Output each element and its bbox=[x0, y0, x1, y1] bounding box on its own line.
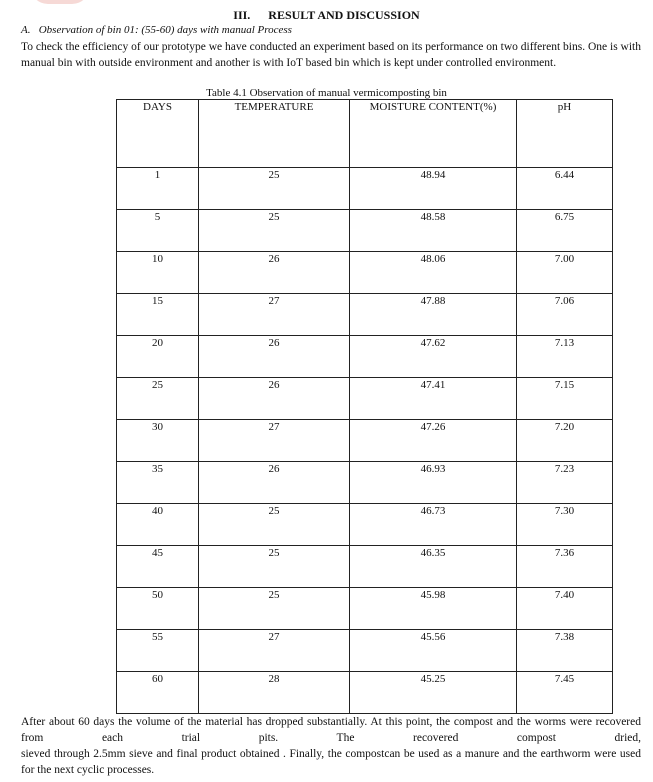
cell-days: 5 bbox=[117, 210, 199, 252]
cell-days: 40 bbox=[117, 504, 199, 546]
table-row bbox=[117, 546, 613, 588]
cell-days: 25 bbox=[117, 378, 199, 420]
cell-ph: 7.38 bbox=[517, 630, 613, 672]
cell-moisture: 48.06 bbox=[350, 252, 517, 294]
header-ph: pH bbox=[517, 100, 613, 168]
cell-ph: 7.40 bbox=[517, 588, 613, 630]
cell-days: 20 bbox=[117, 336, 199, 378]
cell-temperature: 25 bbox=[199, 168, 350, 210]
table-row bbox=[117, 168, 613, 210]
cell-days: 45 bbox=[117, 546, 199, 588]
cell-temperature: 26 bbox=[199, 336, 350, 378]
cell-temperature: 25 bbox=[199, 504, 350, 546]
cell-moisture: 47.62 bbox=[350, 336, 517, 378]
conclusion-line-1: After about 60 days the volume of the material has dropped substantially. At this point, the compost and the worms were recovered from each trial pits. The recovered compost dried, bbox=[21, 716, 641, 744]
cell-moisture: 46.35 bbox=[350, 546, 517, 588]
section-title: RESULT AND DISCUSSION bbox=[268, 8, 420, 22]
cell-ph: 7.20 bbox=[517, 420, 613, 462]
section-heading bbox=[0, 8, 653, 23]
cell-temperature: 26 bbox=[199, 252, 350, 294]
cell-ph: 6.44 bbox=[517, 168, 613, 210]
cell-moisture: 48.58 bbox=[350, 210, 517, 252]
table-caption: Table 4.1 Observation of manual vermicomposting bin bbox=[206, 87, 447, 99]
subsection-heading bbox=[21, 24, 292, 36]
cell-temperature: 28 bbox=[199, 672, 350, 714]
cell-days: 30 bbox=[117, 420, 199, 462]
header-temperature: TEMPERATURE bbox=[199, 100, 350, 168]
intro-paragraph: To check the efficiency of our prototype we have conducted an experiment based on its performance on two different bins. One is with manual bin with outside environment and another is with IoT based bin which is kept under controlled environment. bbox=[21, 41, 641, 69]
cell-moisture: 47.41 bbox=[350, 378, 517, 420]
table-row bbox=[117, 630, 613, 672]
subsection-letter: A. bbox=[21, 24, 31, 36]
table-row bbox=[117, 336, 613, 378]
cell-temperature: 27 bbox=[199, 420, 350, 462]
section-number: III. bbox=[233, 8, 251, 22]
cell-ph: 7.13 bbox=[517, 336, 613, 378]
table-row bbox=[117, 504, 613, 546]
cell-moisture: 47.88 bbox=[350, 294, 517, 336]
cell-moisture: 46.93 bbox=[350, 462, 517, 504]
cell-days: 60 bbox=[117, 672, 199, 714]
cell-moisture: 45.56 bbox=[350, 630, 517, 672]
table-row bbox=[117, 672, 613, 714]
cell-temperature: 26 bbox=[199, 462, 350, 504]
table-row bbox=[117, 294, 613, 336]
cell-temperature: 27 bbox=[199, 294, 350, 336]
cell-moisture: 45.98 bbox=[350, 588, 517, 630]
cell-ph: 7.45 bbox=[517, 672, 613, 714]
conclusion-line-2: sieved through 2.5mm sieve and final product obtained . Finally, the compostcan be used as a manure and the earthworm were used for the next cyclic processes. bbox=[21, 748, 641, 776]
table-row bbox=[117, 378, 613, 420]
table-row bbox=[117, 588, 613, 630]
cell-moisture: 45.25 bbox=[350, 672, 517, 714]
observation-table bbox=[116, 99, 613, 714]
cell-moisture: 48.94 bbox=[350, 168, 517, 210]
cell-days: 10 bbox=[117, 252, 199, 294]
table-row bbox=[117, 252, 613, 294]
cell-ph: 7.00 bbox=[517, 252, 613, 294]
cell-days: 35 bbox=[117, 462, 199, 504]
cell-ph: 7.36 bbox=[517, 546, 613, 588]
header-logo-arc bbox=[30, 0, 90, 4]
cell-temperature: 26 bbox=[199, 378, 350, 420]
cell-temperature: 25 bbox=[199, 546, 350, 588]
cell-days: 50 bbox=[117, 588, 199, 630]
cell-moisture: 46.73 bbox=[350, 504, 517, 546]
cell-temperature: 25 bbox=[199, 588, 350, 630]
cell-days: 15 bbox=[117, 294, 199, 336]
subsection-title: Observation of bin 01: (55-60) days with manual Process bbox=[38, 24, 292, 36]
table-header-row bbox=[117, 100, 613, 168]
cell-moisture: 47.26 bbox=[350, 420, 517, 462]
cell-temperature: 27 bbox=[199, 630, 350, 672]
table-row bbox=[117, 210, 613, 252]
table-row bbox=[117, 462, 613, 504]
header-moisture-content: MOISTURE CONTENT(%) bbox=[350, 100, 517, 168]
cell-ph: 6.75 bbox=[517, 210, 613, 252]
cell-ph: 7.23 bbox=[517, 462, 613, 504]
conclusion-paragraph bbox=[21, 714, 641, 778]
cell-days: 1 bbox=[117, 168, 199, 210]
table-row bbox=[117, 420, 613, 462]
cell-ph: 7.30 bbox=[517, 504, 613, 546]
cell-ph: 7.06 bbox=[517, 294, 613, 336]
header-days: DAYS bbox=[117, 100, 199, 168]
cell-temperature: 25 bbox=[199, 210, 350, 252]
cell-ph: 7.15 bbox=[517, 378, 613, 420]
cell-days: 55 bbox=[117, 630, 199, 672]
